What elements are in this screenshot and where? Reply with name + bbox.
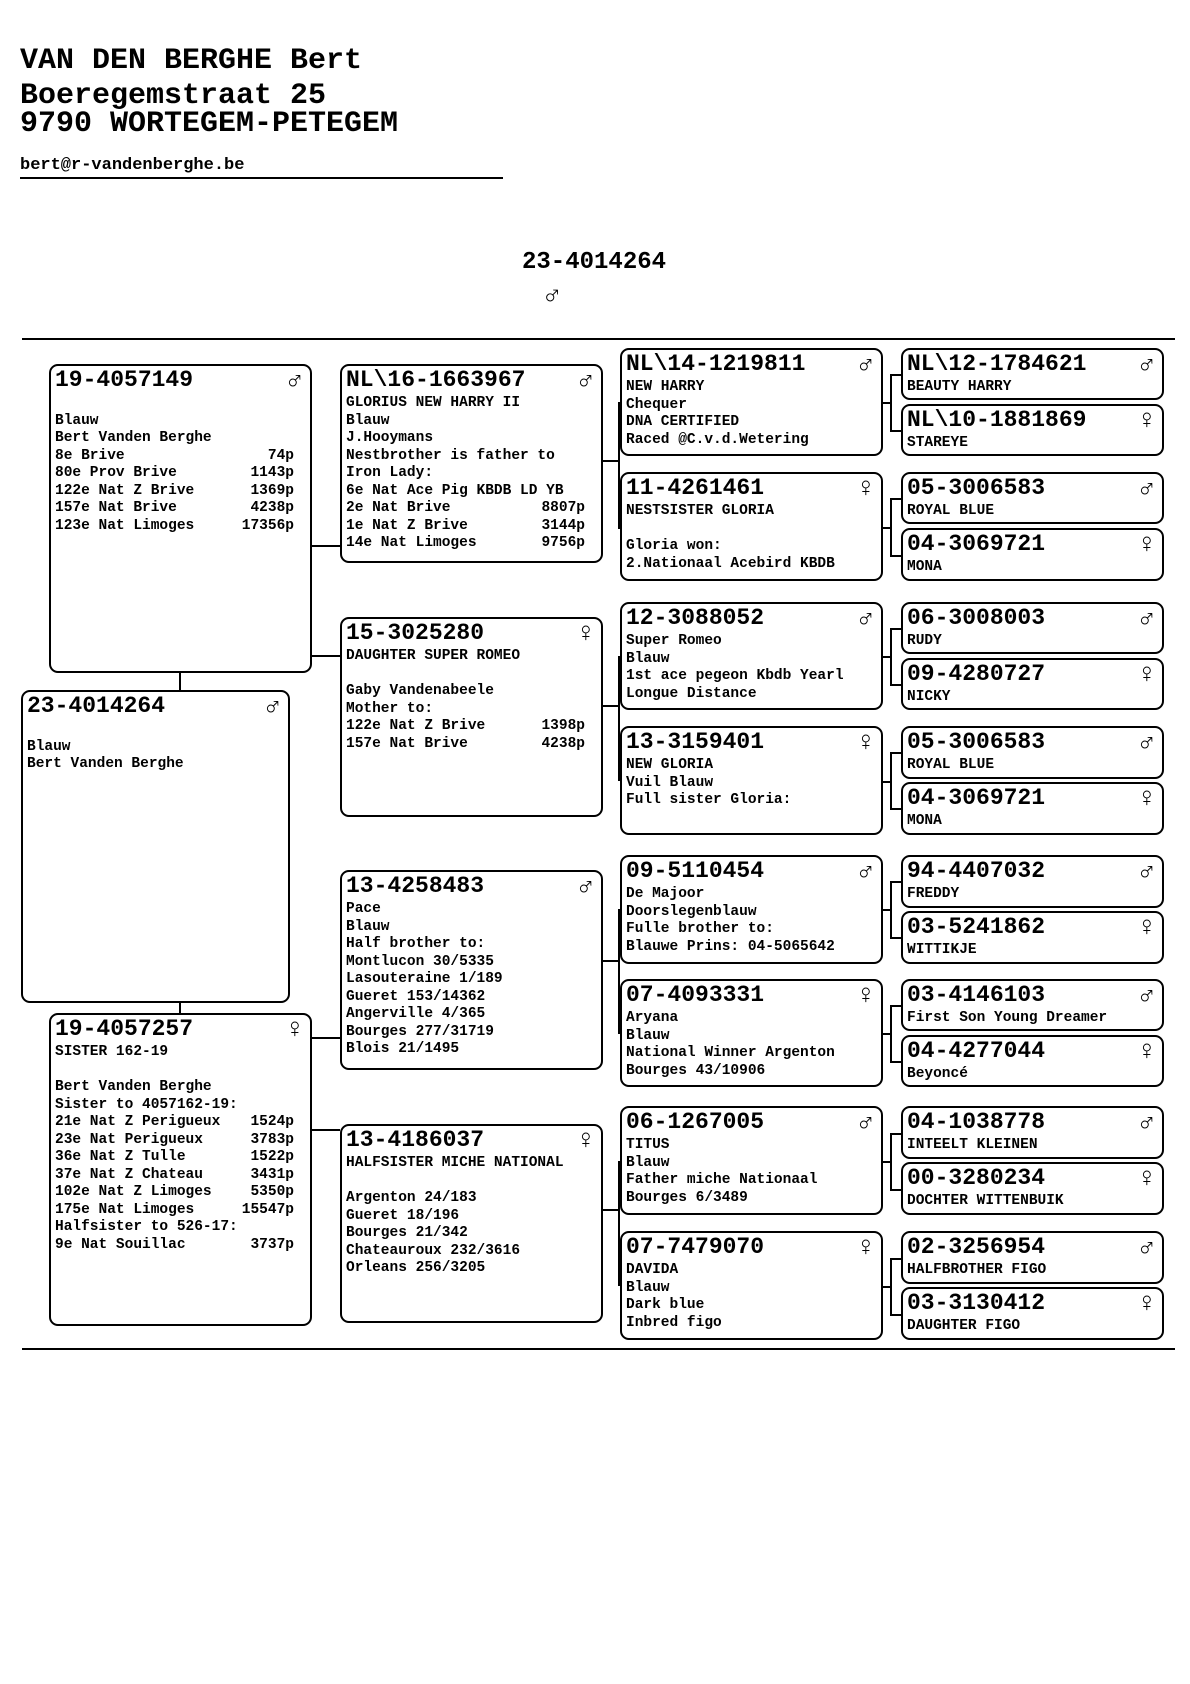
pedigree-card-g11[interactable] (901, 979, 1164, 1031)
connector-line (890, 374, 892, 430)
pigeon-info-line: Super Romeo (626, 633, 722, 649)
pigeon-info-line: Halfsister to 526-17: (55, 1219, 238, 1235)
connector-line (890, 1133, 901, 1135)
pigeon-info-line: NICKY (907, 689, 951, 705)
female-symbol-icon: ♀ (577, 620, 594, 650)
pigeon-info-line: Dark blue (626, 1297, 705, 1313)
pedigree-card-fmf[interactable] (620, 602, 883, 710)
pedigree-card-mmm[interactable] (620, 1231, 883, 1340)
female-symbol-icon: ♀ (857, 1234, 874, 1264)
connector-line (890, 1314, 901, 1316)
pigeon-info-line: 6e Nat Ace Pig KBDB LD YB (346, 482, 564, 499)
result-points: 3144p (541, 517, 585, 534)
connector-line (890, 881, 892, 937)
pedigree-card-g6[interactable] (901, 658, 1164, 710)
owner-street: Boeregemstraat 25 (20, 79, 327, 113)
email-underline (20, 177, 503, 179)
female-symbol-icon: ♀ (857, 475, 874, 505)
connector-line (890, 1061, 901, 1063)
pigeon-info-line: 37e Nat Z Chateau (55, 1166, 203, 1183)
pedigree-card-g7[interactable] (901, 726, 1164, 779)
pigeon-info-line: Blois 21/1495 (346, 1041, 460, 1057)
male-symbol-icon: ♂ (857, 1109, 874, 1139)
pigeon-info-line: RUDY (907, 633, 942, 649)
connector-line (179, 673, 181, 690)
pigeon-info-line: HALFSISTER MICHE NATIONAL (346, 1155, 564, 1171)
ring-number: 12-3088052 (626, 605, 765, 631)
pigeon-info-line: 123e Nat Limoges (55, 517, 195, 534)
female-symbol-icon: ♀ (1138, 531, 1155, 561)
ring-number: 06-1267005 (626, 1109, 765, 1135)
male-symbol-icon: ♂ (1138, 605, 1155, 635)
result-points: 4238p (541, 735, 585, 752)
pigeon-info-line: Longue Distance (626, 685, 757, 702)
pigeon-info-line: Raced @C.v.d.Wetering (626, 431, 809, 448)
pigeon-info-line: 80e Prov Brive (55, 465, 177, 481)
pigeon-info-line: National Winner Argenton (626, 1045, 835, 1061)
pigeon-info-line: FREDDY (907, 886, 960, 902)
ring-number: 04-1038778 (907, 1109, 1046, 1135)
pigeon-info-line: Chateauroux 232/3616 (346, 1242, 521, 1259)
pigeon-info-line: 157e Nat Brive (346, 735, 468, 752)
pedigree-card-ff[interactable] (340, 364, 603, 563)
male-symbol-icon: ♂ (857, 605, 874, 635)
pigeon-info-line: Blauw (626, 1279, 670, 1296)
pedigree-card-g9[interactable] (901, 855, 1164, 908)
connector-line (890, 752, 892, 808)
pedigree-card-mm[interactable] (340, 1124, 603, 1323)
connector-line (890, 1258, 901, 1260)
pigeon-info-line: SISTER 162-19 (55, 1044, 169, 1060)
result-points: 1369p (250, 482, 294, 499)
male-symbol-icon: ♂ (577, 367, 594, 397)
pigeon-info-line: MONA (907, 813, 942, 829)
ring-number: 13-4186037 (346, 1127, 485, 1153)
pigeon-info-line: 21e Nat Z Perigueux (55, 1114, 221, 1130)
connector-line (890, 498, 901, 500)
pigeon-info-line: Bourges 21/342 (346, 1225, 468, 1241)
result-points: 1522p (250, 1149, 294, 1165)
ring-number: 03-5241862 (907, 914, 1046, 940)
pedigree-card-mff[interactable] (620, 855, 883, 964)
result-points: 3783p (250, 1131, 294, 1148)
connector-line (312, 655, 340, 657)
pedigree-card-fm[interactable] (340, 617, 603, 817)
result-points: 3431p (250, 1166, 294, 1183)
pedigree-card-g16[interactable] (901, 1287, 1164, 1340)
connector-line (890, 628, 892, 684)
connector-line (890, 1189, 901, 1191)
result-points: 1524p (250, 1114, 294, 1130)
pigeon-info-line: Half brother to: (346, 936, 486, 952)
pedigree-card-mfm[interactable] (620, 979, 883, 1087)
pigeon-info-line: De Majoor (626, 886, 705, 902)
male-symbol-icon: ♂ (1138, 351, 1155, 381)
pedigree-card-mother[interactable] (49, 1013, 312, 1326)
ring-number: NL\14-1219811 (626, 351, 806, 377)
pedigree-card-mf[interactable] (340, 870, 603, 1070)
female-symbol-icon: ♀ (857, 729, 874, 759)
ring-number: 09-4280727 (907, 661, 1046, 687)
ring-number: 11-4261461 (626, 475, 765, 501)
connector-line (890, 752, 901, 754)
ring-number: NL\16-1663967 (346, 367, 526, 393)
pigeon-info-line: Pace (346, 901, 381, 917)
pigeon-info-line: Bert Vanden Berghe (55, 430, 212, 446)
ring-number: NL\10-1881869 (907, 407, 1087, 433)
connector-line (890, 628, 901, 630)
pigeon-info-line: 157e Nat Brive (55, 500, 177, 516)
pedigree-card-g5[interactable] (901, 602, 1164, 654)
pedigree-card-g10[interactable] (901, 911, 1164, 964)
pigeon-info-line: 122e Nat Z Brive (55, 482, 195, 499)
ring-number: 02-3256954 (907, 1234, 1046, 1260)
pigeon-info-line: Bourges 43/10906 (626, 1062, 766, 1079)
connector-line (890, 374, 901, 376)
pigeon-info-line: NESTSISTER GLORIA (626, 503, 774, 519)
pigeon-info-line: TITUS (626, 1137, 670, 1153)
connector-line (312, 545, 340, 547)
ring-number: 94-4407032 (907, 858, 1046, 884)
connector-line (890, 430, 901, 432)
connector-line (890, 808, 901, 810)
connector-line (312, 1037, 340, 1039)
pigeon-info-line: Mother to: (346, 700, 434, 717)
pigeon-info-line: First Son Young Dreamer (907, 1010, 1108, 1026)
pigeon-info-line: Gueret 153/14362 (346, 988, 486, 1005)
ring-number: 04-3069721 (907, 531, 1046, 557)
pigeon-info-line: Gaby Vandenabeele (346, 683, 494, 699)
owner-name: VAN DEN BERGHE Bert (20, 44, 363, 78)
ring-number: 07-7479070 (626, 1234, 765, 1260)
connector-line (179, 1003, 181, 1013)
pedigree-card-fmm[interactable] (620, 726, 883, 835)
pigeon-info-line: INTEELT KLEINEN (907, 1137, 1038, 1153)
connector-line (890, 937, 901, 939)
pigeon-info-line: GLORIUS NEW HARRY II (346, 395, 521, 411)
pigeon-info-line: 14e Nat Limoges (346, 535, 477, 551)
pedigree-card-g1[interactable] (901, 348, 1164, 400)
pigeon-info-line: HALFBROTHER FIGO (907, 1262, 1047, 1278)
result-points: 74p (267, 447, 294, 464)
male-symbol-icon: ♂ (1138, 1234, 1155, 1264)
connector-line (890, 1005, 892, 1061)
pigeon-info-line: DAVIDA (626, 1262, 679, 1278)
pigeon-info-line: 23e Nat Perigueux (55, 1131, 203, 1148)
female-symbol-icon: ♀ (1138, 1038, 1155, 1068)
female-symbol-icon: ♀ (1138, 661, 1155, 691)
ring-number: 03-4146103 (907, 982, 1046, 1008)
ring-number: 13-3159401 (626, 729, 765, 755)
result-points: 9756p (541, 535, 585, 551)
pigeon-info-line: Gloria won: (626, 538, 722, 554)
pigeon-info-line: Argenton 24/183 (346, 1190, 477, 1206)
result-points: 1143p (250, 465, 294, 481)
pigeon-info-line: J.Hooymans (346, 430, 434, 446)
owner-city: 9790 WORTEGEM-PETEGEM (20, 107, 399, 141)
pigeon-info-line: 102e Nat Z Limoges (55, 1184, 212, 1200)
pigeon-info-line: WITTIKJE (907, 942, 977, 958)
pigeon-info-line: 9e Nat Souillac (55, 1236, 186, 1253)
pigeon-info-line: Blauwe Prins: 04-5065642 (626, 938, 835, 955)
top-divider (22, 338, 1175, 340)
ring-number: 04-4277044 (907, 1038, 1046, 1064)
pigeon-info-line: Bert Vanden Berghe (55, 1079, 212, 1095)
result-points: 4238p (250, 500, 294, 516)
pigeon-info-line: Aryana (626, 1010, 679, 1026)
female-symbol-icon: ♀ (1138, 1165, 1155, 1195)
connector-line (890, 1258, 892, 1314)
pedigree-card-mmf[interactable] (620, 1106, 883, 1215)
ring-number: 00-3280234 (907, 1165, 1046, 1191)
male-symbol-icon: ♂ (1138, 982, 1155, 1012)
pigeon-info-line: Full sister Gloria: (626, 792, 792, 808)
pigeon-info-line: 122e Nat Z Brive (346, 718, 486, 734)
female-symbol-icon: ♀ (1138, 785, 1155, 815)
ring-number: 05-3006583 (907, 475, 1046, 501)
male-symbol-icon: ♂ (577, 873, 594, 903)
ring-number: 13-4258483 (346, 873, 485, 899)
pigeon-info-line: Iron Lady: (346, 465, 434, 481)
pigeon-info-line: Father miche Nationaal (626, 1172, 818, 1188)
pigeon-info-line: Blauw (55, 412, 99, 429)
pigeon-info-line: 36e Nat Z Tulle (55, 1149, 186, 1165)
pigeon-info-line: 8e Brive (55, 447, 125, 464)
pigeon-info-line: Montlucon 30/5335 (346, 953, 494, 970)
pigeon-info-line: DNA CERTIFIED (626, 414, 740, 430)
female-symbol-icon: ♀ (857, 982, 874, 1012)
ring-number: 05-3006583 (907, 729, 1046, 755)
pigeon-info-line: 2e Nat Brive (346, 500, 451, 516)
pigeon-info-line: Doorslegenblauw (626, 903, 757, 920)
pedigree-card-g13[interactable] (901, 1106, 1164, 1159)
pedigree-card-subject[interactable] (21, 690, 290, 1003)
ring-number: 15-3025280 (346, 620, 485, 646)
pigeon-info-line: Blauw (626, 1154, 670, 1171)
male-symbol-icon: ♂ (544, 281, 561, 312)
pigeon-info-line: Gueret 18/196 (346, 1207, 460, 1224)
pedigree-card-g2[interactable] (901, 404, 1164, 456)
pedigree-card-father[interactable] (49, 364, 312, 673)
pigeon-info-line: Blauw (346, 412, 390, 429)
pigeon-info-line: STAREYE (907, 435, 968, 451)
connector-line (312, 1129, 340, 1131)
owner-email[interactable]: bert@r-vandenberghe.be (20, 156, 245, 175)
pigeon-info-line: Chequer (626, 396, 687, 413)
pedigree-card-g3[interactable] (901, 472, 1164, 524)
female-symbol-icon: ♀ (1138, 407, 1155, 437)
pigeon-info-line: ROYAL BLUE (907, 757, 995, 773)
result-points: 17356p (241, 517, 294, 534)
pedigree-card-g12[interactable] (901, 1035, 1164, 1087)
pigeon-info-line: Nestbrother is father to (346, 447, 555, 464)
pigeon-info-line: 1st ace pegeon Kbdb Yearl (626, 668, 844, 684)
pigeon-info-line: 1e Nat Z Brive (346, 517, 468, 534)
pigeon-info-line: Angerville 4/365 (346, 1006, 486, 1022)
ring-number: 19-4057257 (55, 1016, 194, 1042)
result-points: 15547p (241, 1201, 294, 1218)
pigeon-info-line: NEW HARRY (626, 379, 705, 395)
pigeon-info-line: Beyoncé (907, 1066, 968, 1082)
male-symbol-icon: ♂ (264, 693, 281, 723)
pigeon-info-line: Bourges 6/3489 (626, 1189, 748, 1206)
ring-number: NL\12-1784621 (907, 351, 1087, 377)
pigeon-info-line: Lasouteraine 1/189 (346, 971, 503, 987)
connector-line (890, 684, 901, 686)
bottom-divider (22, 1348, 1175, 1350)
male-symbol-icon: ♂ (1138, 1109, 1155, 1139)
male-symbol-icon: ♂ (1138, 858, 1155, 888)
pigeon-info-line: Orleans 256/3205 (346, 1260, 486, 1276)
connector-line (890, 1005, 901, 1007)
female-symbol-icon: ♀ (1138, 1290, 1155, 1320)
male-symbol-icon: ♂ (857, 351, 874, 381)
male-symbol-icon: ♂ (1138, 729, 1155, 759)
pigeon-info-line: Blauw (346, 918, 390, 935)
pigeon-info-line: Blauw (626, 650, 670, 667)
ring-number: 23-4014264 (27, 693, 166, 719)
ring-number: 19-4057149 (55, 367, 194, 393)
result-points: 5350p (250, 1184, 294, 1200)
pigeon-info-line: DOCHTER WITTENBUIK (907, 1193, 1064, 1209)
pedigree-card-g14[interactable] (901, 1162, 1164, 1215)
pigeon-info-line: NEW GLORIA (626, 757, 714, 773)
pigeon-info-line: Vuil Blauw (626, 774, 714, 791)
pigeon-info-line: Inbred figo (626, 1314, 722, 1331)
pigeon-info-line: ROYAL BLUE (907, 503, 995, 519)
female-symbol-icon: ♀ (286, 1016, 303, 1046)
pigeon-info-line: DAUGHTER FIGO (907, 1318, 1021, 1334)
male-symbol-icon: ♂ (286, 367, 303, 397)
pigeon-info-line: Blauw (27, 738, 71, 755)
pigeon-info-line: Bourges 277/31719 (346, 1023, 494, 1040)
pedigree-card-ffm[interactable] (620, 472, 883, 581)
pedigree-card-fff[interactable] (620, 348, 883, 456)
pigeon-info-line: Blauw (626, 1027, 670, 1044)
result-points: 8807p (541, 500, 585, 516)
pigeon-info-line: 175e Nat Limoges (55, 1201, 195, 1218)
pigeon-info-line: Fulle brother to: (626, 921, 774, 937)
male-symbol-icon: ♂ (857, 858, 874, 888)
pigeon-info-line: Bert Vanden Berghe (27, 756, 184, 772)
ring-number: 04-3069721 (907, 785, 1046, 811)
female-symbol-icon: ♀ (577, 1127, 594, 1157)
ring-number: 06-3008003 (907, 605, 1046, 631)
result-points: 1398p (541, 718, 585, 734)
ring-number: 09-5110454 (626, 858, 765, 884)
ring-number: 03-3130412 (907, 1290, 1046, 1316)
connector-line (890, 498, 892, 555)
female-symbol-icon: ♀ (1138, 914, 1155, 944)
pigeon-info-line: DAUGHTER SUPER ROMEO (346, 648, 521, 664)
pigeon-info-line: Sister to 4057162-19: (55, 1096, 238, 1113)
male-symbol-icon: ♂ (1138, 475, 1155, 505)
connector-line (890, 555, 901, 557)
ring-number: 07-4093331 (626, 982, 765, 1008)
connector-line (890, 1133, 892, 1189)
connector-line (890, 881, 901, 883)
pedigree-card-g15[interactable] (901, 1231, 1164, 1284)
pedigree-card-g8[interactable] (901, 782, 1164, 835)
pedigree-card-g4[interactable] (901, 528, 1164, 581)
pigeon-info-line: MONA (907, 559, 942, 575)
result-points: 3737p (250, 1236, 294, 1253)
subject-ring-title: 23-4014264 (522, 249, 667, 276)
pigeon-info-line: BEAUTY HARRY (907, 379, 1012, 395)
pigeon-info-line: 2.Nationaal Acebird KBDB (626, 555, 835, 572)
